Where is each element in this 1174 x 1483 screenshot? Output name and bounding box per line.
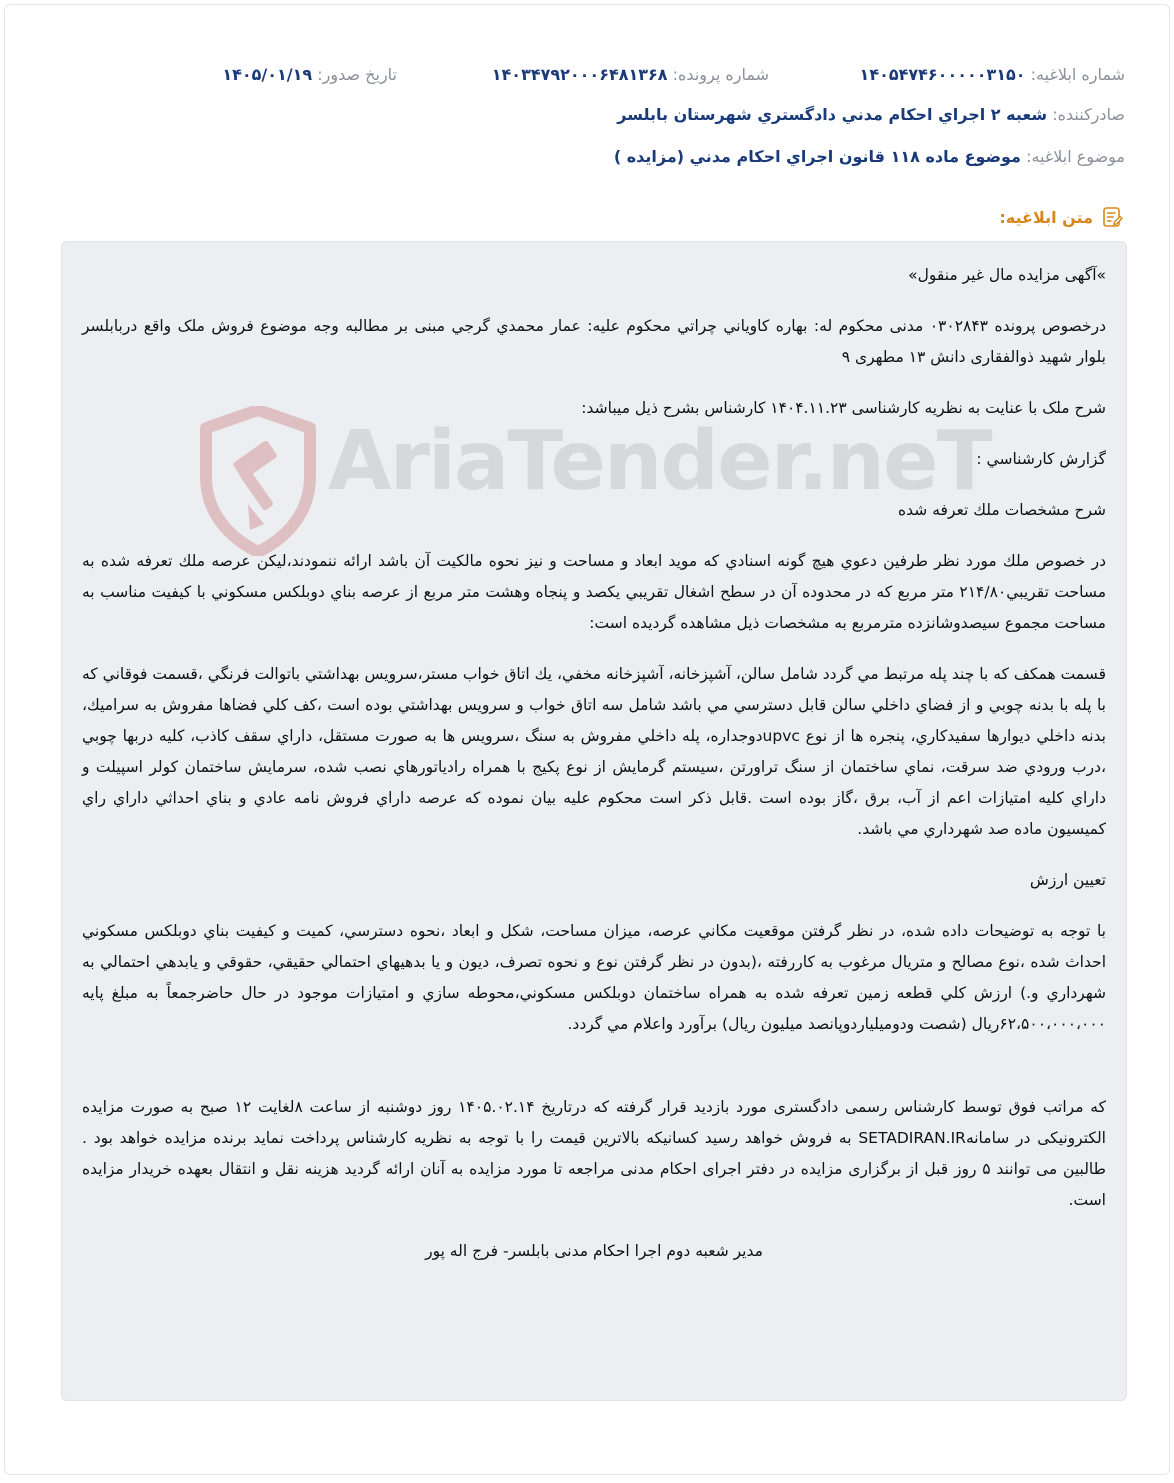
notice-paragraph: شرح مشخصات ملك تعرفه شده — [898, 501, 1106, 519]
meta-row-issuer — [5, 103, 1169, 127]
issue-date-label: تاریخ صدور: — [317, 65, 397, 84]
issue-date — [222, 63, 397, 87]
subject — [614, 145, 1125, 169]
notice-content-box — [61, 241, 1127, 1401]
notice-number-value: ۱۴۰۵۴۷۴۶۰۰۰۰۰۳۱۵۰ — [859, 65, 1026, 84]
notice-text — [62, 242, 1126, 1267]
issuer — [617, 103, 1125, 127]
case-number — [492, 63, 769, 87]
notice-paragraph: درخصوص پرونده ۰۳۰۲۸۴۳ مدنی محکوم له: بهاره کاوياني چراتي محکوم عليه: عمار محمدي گرجي مبنی بر مطالبه وجه موضوع فروش ملک واقع دربابلسر بلوار شهيد ذوالفقاری دانش ۱۳ مطهری ۹ — [82, 317, 1106, 366]
signature: مدیر شعبه دوم اجرا احکام مدنی بابلسر- فرج اله پور — [425, 1242, 763, 1260]
notice-number — [860, 63, 1125, 87]
notice-paragraph: با توجه به توضيحات داده شده، در نظر گرفتن موقعيت مكاني عرصه، ميزان مساحت، شكل و ابعاد ،نحوه دسترسي، كميت و كيفيت بناي دوبلكس مسكوني احداث شده ،نوع مصالح و متريال مرغوب به كاررفته ،(بدون در نظر گرفتن نوع و نحوه تصرف، ديون و يا بدهيهاي احتمالي حقيقي، حقوقي و يابدهي احتمالي به شهرداري و.) ارزش كلي قطعه زمين تعرفه شده به همراه ساختمان دوبلكس مسكوني،محوطه سازي و امتيازات موجود در حال حاضرجمعاً به مبلغ پايه ۶۲،۵۰۰،۰۰۰،۰۰۰ريال (شصت ودوميلياردوپانصد ميليون ريال) برآورد واعلام مي گردد. — [82, 922, 1106, 1033]
notice-paragraph: در خصوص ملك مورد نظر طرفين دعوي هيچ گونه اسنادي كه مويد ابعاد و مساحت و نيز نحوه مالكيت آن باشد ارائه ننمودند،ليكن عرصه ملك تعرفه شده به مساحت تقريبي۲۱۴/۸۰ متر مربع كه در محدوده آن در سطح اشغال تقريبي يكصد و پنجاه وهشت متر مربع از عرصه بناي دوبلكس مسكوني با كيفيت مناسب به مساحت مجموع سيصدوشانزده مترمربع به مشخصات ذيل مشاهده گرديده است: — [82, 552, 1106, 632]
subject-label: موضوع ابلاغیه: — [1026, 147, 1125, 166]
notice-paragraph: که مراتب فوق توسط کارشناس رسمی دادگستری مورد بازدید قرار گرفته که درتاریخ ۱۴۰۵.۰۲.۱۴ روز دوشنبه از ساعت ۸لغایت ۱۲ صبح به صورت مزایده الکترونیکی در سامانهSETADIRAN.IR به فروش خواهد رسید کسانیکه بالاترین قیمت را با توجه به نظریه کارشناس پرداخت نماید برنده مزایده خواهد بود . طالبین می توانند ۵ روز قبل از برگزاری مزایده در دفتر اجرای احکام مدنی مراجعه تا مورد مزایده به آنان ارائه گردید هزینه نقل و انتقال بعهده خریدار مزایده است. — [82, 1098, 1106, 1209]
watermark-text: AriaTender.neT — [328, 414, 991, 509]
issuer-value: شعبه ۲ اجراي احکام مدني دادگستري شهرستان بابلسر — [617, 105, 1048, 124]
meta-row-subject — [5, 145, 1169, 169]
document-edit-icon — [1101, 205, 1125, 229]
notice-page — [4, 4, 1170, 1475]
notice-number-label: شماره ابلاغیه: — [1030, 65, 1125, 84]
section-heading — [999, 205, 1125, 229]
notice-title: »آگهی مزایده مال غیر منقول» — [908, 266, 1106, 284]
case-number-value: ۱۴۰۳۴۷۹۲۰۰۰۶۴۸۱۳۶۸ — [491, 65, 668, 84]
section-title: متن ابلاغیه: — [999, 207, 1093, 227]
case-number-label: شماره پرونده: — [672, 65, 769, 84]
issuer-label: صادرکننده: — [1052, 105, 1125, 124]
notice-paragraph: قسمت همكف كه با چند پله مرتبط مي گردد شامل سالن، آشپزخانه، آشپزخانه مخفي، يك اتاق خواب مستر،سرويس بهداشتي باتوالت فرنگي ،قسمت فوقاني كه با پله با بدنه چوبي و از فضاي داخلي سالن قابل دسترسي مي باشد شامل سه اتاق خواب و سرويس بهداشتي بوده است ،كف كلي فضاها مفروش به سراميك، بدنه داخلي ديوارها سفيدكاري، پنجره ها از نوع upvcدوجداره، پله داخلي مفروش به سنگ ،سرويس ها به صورت مستقل، داراي سقف كاذب، كليه دربها چوبي ،درب ورودي ضد سرقت، نماي ساختمان از سنگ تراورتن ،سيستم گرمايش از نوع پكيج با همراه رادياتورهاي نصب شده، سرمايش ساختمان كولر اسپيلت و داراي كليه امتيازات اعم از آب، برق ،گاز بوده است .قابل ذكر است محكوم عليه بيان نموده كه عرصه داراي فروش نامه عادي و بناي احداثي داراي راي كميسيون ماده صد شهرداري مي باشد. — [82, 665, 1106, 838]
notice-paragraph: تعيين ارزش — [1029, 871, 1106, 889]
subject-value: موضوع ماده ۱۱۸ قانون اجراي احکام مدني (مزايده ) — [613, 147, 1021, 166]
issue-date-value: ۱۴۰۵/۰۱/۱۹ — [222, 65, 313, 84]
notice-paragraph: گزارش کارشناسي : — [976, 450, 1106, 468]
notice-paragraph: شرح ملک با عنایت به نظریه کارشناسی ۱۴۰۴.۱۱.۲۳ کارشناس بشرح ذیل میباشد: — [581, 399, 1106, 417]
meta-row-ids — [5, 63, 1169, 87]
